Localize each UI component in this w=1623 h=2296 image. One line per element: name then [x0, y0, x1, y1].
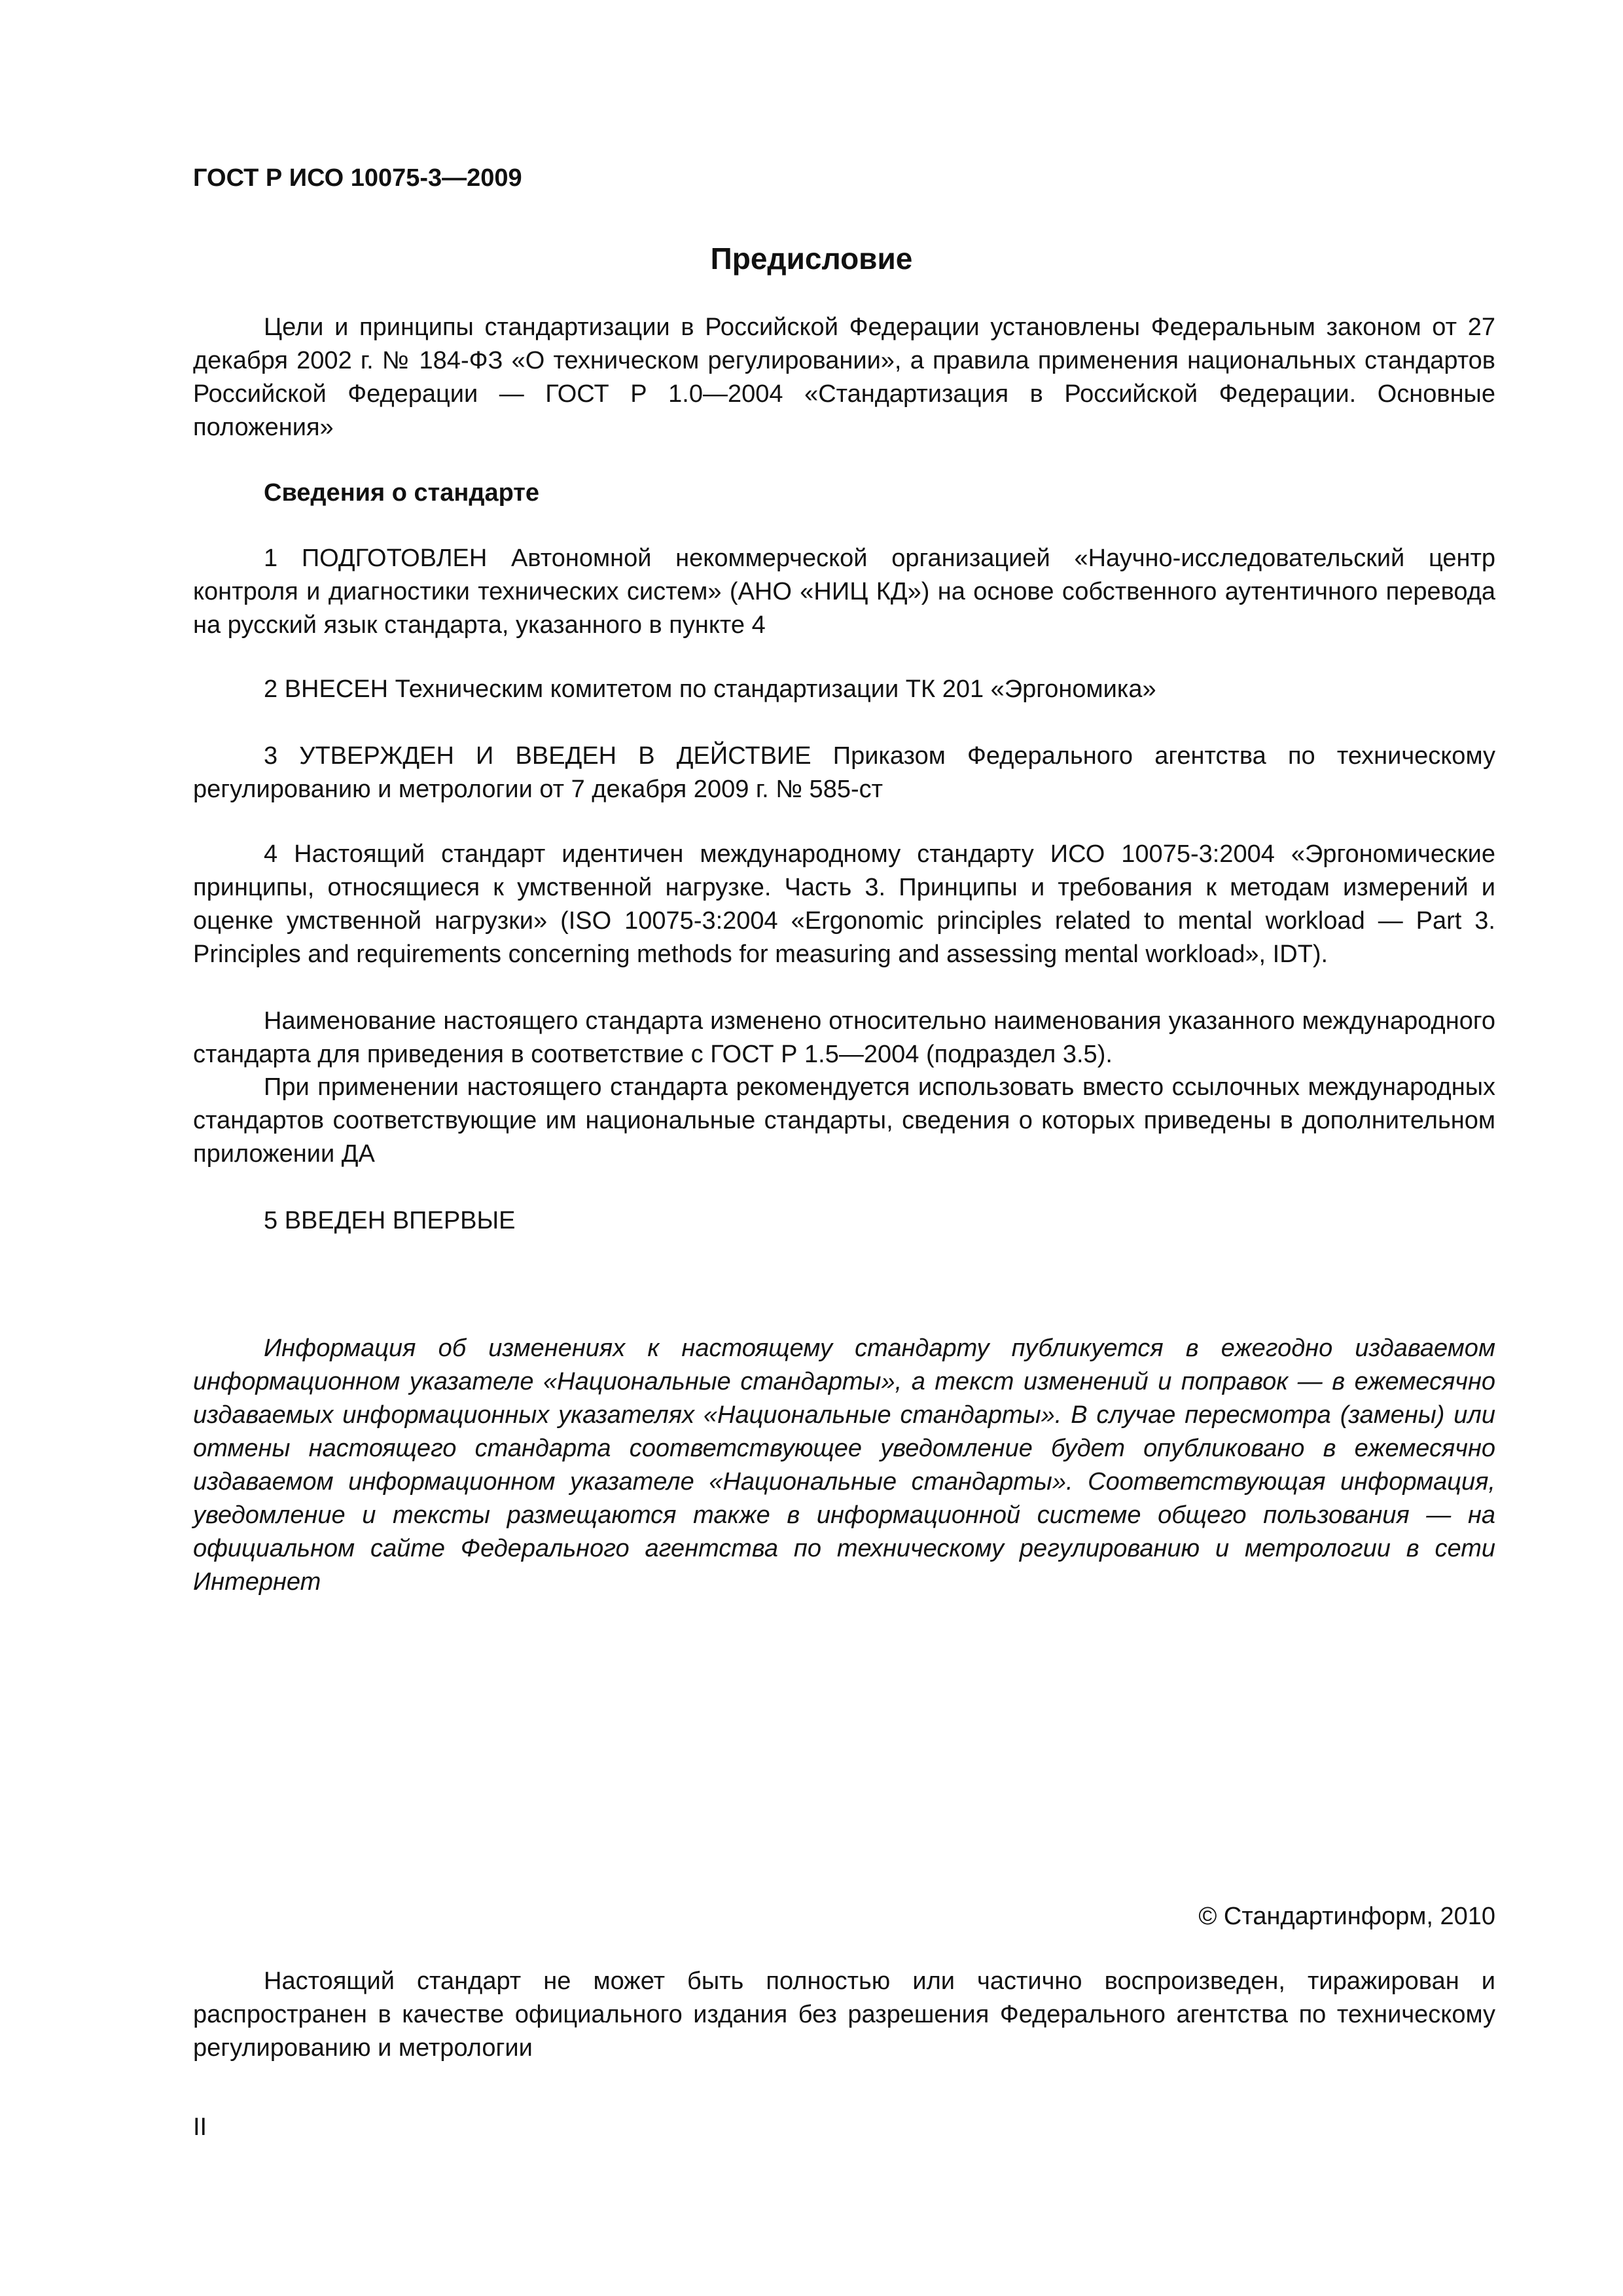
- item-name-changed: Наименование настоящего стандарта изменено относительно наименования указанного международного стандарта для приведения в соответствие с ГОСТ Р 1.5—2004 (подраздел 3.5).: [193, 1007, 1495, 1068]
- item-prepared: 1 ПОДГОТОВЛЕН Автономной некоммерческой организацией «Научно-исследовательский центр контроля и диагностики технических систем» (АНО «НИЦ КД») на основе собственного аутентичного перевода на русский язык стандарта, указанного в пункте 4: [193, 545, 1495, 639]
- reproduction-notice: Настоящий стандарт не может быть полностью или частично воспроизведен, тиражирован и распространен в качестве официального издания без разрешения Федерального агентства по техническому регулированию и метрологии: [193, 1967, 1495, 2062]
- page-number: II: [193, 2113, 207, 2141]
- item-submitted: 2 ВНЕСЕН Техническим комитетом по стандартизации ТК 201 «Эргономика»: [264, 675, 1156, 703]
- copyright-line: © Стандартинформ, 2010: [1198, 1903, 1495, 1930]
- info-notice: Информация об изменениях к настоящему стандарту публикуется в ежегодно издаваемом информационном указателе «Национальные стандарты», а текст изменений и поправок — в ежемесячно издаваемых информационных указателях «Национальные стандарты». В случае пересмотра (замены) или отмены настоящего стандарта соответствующее уведомление будет опубликовано в ежемесячно издаваемом информационном указателе «Национальные стандарты». Соответствующая информация, уведомление и тексты размещаются также в информационной системе общего пользования — на официальном сайте Федерального агентства по техническому регулированию и метрологии в сети Интернет: [193, 1335, 1495, 1596]
- document-header: ГОСТ Р ИСО 10075-3—2009: [193, 164, 522, 192]
- intro-paragraph: Цели и принципы стандартизации в Российской Федерации установлены Федеральным законом от 27 декабря 2002 г. № 184-ФЗ «О техническом регулировании», а правила применения национальных стандартов Российской Федерации — ГОСТ Р 1.0—2004 «Стандартизация в Российской Федерации. Основные положения»: [193, 314, 1495, 441]
- item-first-introduced: 5 ВВЕДЕН ВПЕРВЫЕ: [264, 1207, 516, 1234]
- item-references: При применении настоящего стандарта рекомендуется использовать вместо ссылочных международных стандартов соответствующие им национальные стандарты, сведения о которых приведены в дополнительном приложении ДА: [193, 1073, 1495, 1168]
- item-approved: 3 УТВЕРЖДЕН И ВВЕДЕН В ДЕЙСТВИЕ Приказом Федерального агентства по техническому регулированию и метрологии от 7 декабря 2009 г. № 585-ст: [193, 742, 1495, 803]
- section-title: Сведения о стандарте: [264, 479, 540, 507]
- item-identical: 4 Настоящий стандарт идентичен международному стандарту ИСО 10075-3:2004 «Эргономические принципы, относящиеся к умственной нагрузке. Часть 3. Принципы и требования к методам измерений и оценке умственной нагрузки» (ISO 10075-3:2004 «Ergonomic principles related to mental workload — Part 3. Principles and requirements concerning methods for measuring and assessing mental workload», IDT).: [193, 840, 1495, 968]
- page-title: Предисловие: [710, 242, 913, 276]
